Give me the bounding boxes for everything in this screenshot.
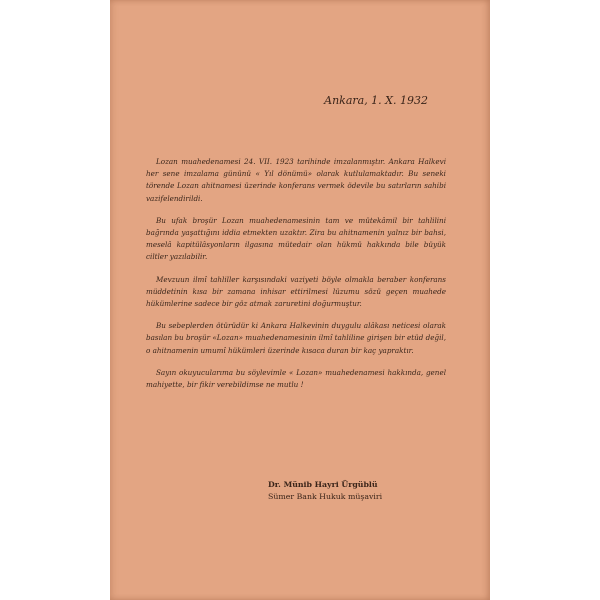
date-line: Ankara, 1. X. 1932: [324, 94, 428, 107]
paragraph: Mevzuun ilmî tahliller karşısındaki vaziyeti böyle olmakla beraber konferans müddetinin kısa bir zamana inhisar ettirilmesi lüzumu sözü geçen muahede hükümlerine sadece bir göz atmak zaruretini doğurmuştur.: [146, 274, 446, 309]
paragraph: Bu sebeplerden ötürüdür ki Ankara Halkevinin duygulu alâkası neticesi olarak basılan bu broşür «Lozan» muahedenamesinin ilmî tahliline girişen bir etüd değil, o ahitnamenin umumî hükümleri üzerinde kısaca duran bir kaç yapraktır.: [146, 321, 446, 355]
paragraph: Lozan muahedenamesi 24. VII. 1923 tarihinde imzalanmıştır. Ankara Halkevi her sene imzalama gününü « Yıl dönümü» olarak kutlulamaktadır. Bu seneki törende Lozan ahitnamesi üzerinde konferans vermek ödevile bu satırların sahibi vazifelendirildi.: [146, 157, 446, 203]
author-name: Dr. Münib Hayri Ürgüblü: [268, 480, 378, 489]
preface-text: [146, 156, 446, 401]
book-page: [110, 0, 490, 600]
author-title: Sümer Bank Hukuk müşaviri: [268, 492, 383, 501]
paragraph: Bu ufak broşür Lozan muahedenamesinin tam ve mütekâmil bir tahlilini bağrında yaşattığını iddia etmekten uzaktır. Zira bu ahitnamenin yalnız bir bahsi, meselâ kapitülâsyonların ilgasına mütedair olan hükmü hakkında bile büyük ciltler yazılabilir.: [146, 215, 446, 262]
paragraph: Sayın okuyucularıma bu söylevimle « Lozan» muahedenamesi hakkında, genel mahiyette, bir fikir verebildimse ne mutlu !: [146, 367, 446, 390]
signature-block: [268, 480, 448, 501]
